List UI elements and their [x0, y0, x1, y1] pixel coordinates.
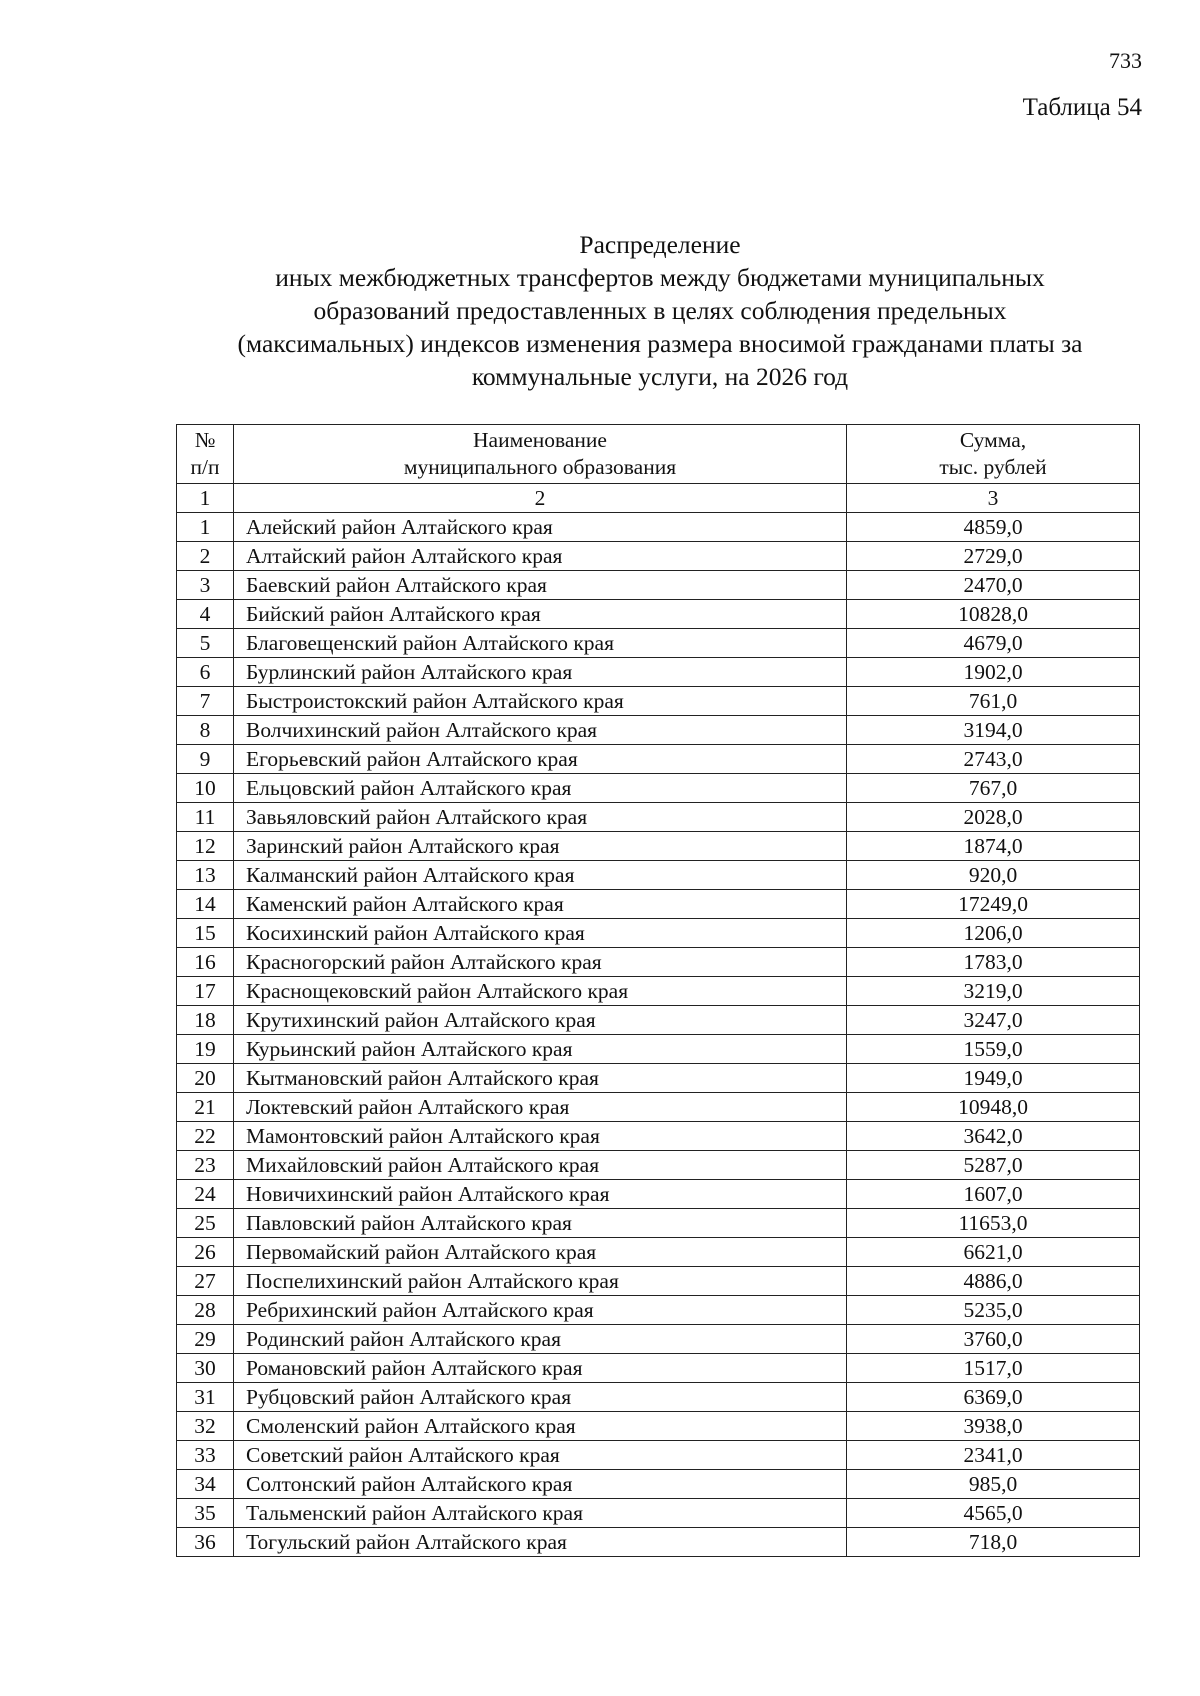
row-amount: 2470,0 — [847, 571, 1140, 600]
row-amount: 1783,0 — [847, 948, 1140, 977]
table-row — [177, 1267, 1140, 1296]
row-municipality-name: Бурлинский район Алтайского края — [234, 658, 847, 687]
row-amount: 3247,0 — [847, 1006, 1140, 1035]
row-amount: 10948,0 — [847, 1093, 1140, 1122]
row-amount: 3760,0 — [847, 1325, 1140, 1354]
table-row — [177, 716, 1140, 745]
row-number: 22 — [177, 1122, 234, 1151]
title-line: иных межбюджетных трансфертов между бюджетами муниципальных — [275, 263, 1045, 292]
row-number: 7 — [177, 687, 234, 716]
row-municipality-name: Завьяловский район Алтайского края — [234, 803, 847, 832]
row-municipality-name: Баевский район Алтайского края — [234, 571, 847, 600]
row-municipality-name: Кытмановский район Алтайского края — [234, 1064, 847, 1093]
row-number: 25 — [177, 1209, 234, 1238]
table-row — [177, 1441, 1140, 1470]
row-municipality-name: Егорьевский район Алтайского края — [234, 745, 847, 774]
row-amount: 761,0 — [847, 687, 1140, 716]
row-amount: 920,0 — [847, 861, 1140, 890]
table-row — [177, 629, 1140, 658]
row-municipality-name: Каменский район Алтайского края — [234, 890, 847, 919]
row-number: 29 — [177, 1325, 234, 1354]
row-number: 15 — [177, 919, 234, 948]
column-index-cell: 1 — [177, 484, 234, 513]
row-number: 4 — [177, 600, 234, 629]
row-number: 17 — [177, 977, 234, 1006]
title-line: (максимальных) индексов изменения размера вносимой гражданами платы за — [237, 329, 1083, 358]
table-row — [177, 1470, 1140, 1499]
table-row — [177, 861, 1140, 890]
row-municipality-name: Крутихинский район Алтайского края — [234, 1006, 847, 1035]
table-row — [177, 687, 1140, 716]
table-row — [177, 1296, 1140, 1325]
header-num-line2: п/п — [190, 455, 220, 479]
table-row — [177, 571, 1140, 600]
row-number: 19 — [177, 1035, 234, 1064]
row-municipality-name: Солтонский район Алтайского края — [234, 1470, 847, 1499]
row-municipality-name: Тальменский район Алтайского края — [234, 1499, 847, 1528]
row-amount: 6369,0 — [847, 1383, 1140, 1412]
row-number: 24 — [177, 1180, 234, 1209]
row-municipality-name: Калманский район Алтайского края — [234, 861, 847, 890]
row-amount: 5287,0 — [847, 1151, 1140, 1180]
row-number: 18 — [177, 1006, 234, 1035]
table-row — [177, 513, 1140, 542]
row-municipality-name: Рубцовский район Алтайского края — [234, 1383, 847, 1412]
table-label: Таблица 54 — [1022, 94, 1142, 121]
transfers-table — [176, 424, 1140, 1557]
row-number: 12 — [177, 832, 234, 861]
row-municipality-name: Краснощековский район Алтайского края — [234, 977, 847, 1006]
table-row — [177, 1035, 1140, 1064]
title-line: образований предоставленных в целях соблюдения предельных — [313, 296, 1007, 325]
row-number: 32 — [177, 1412, 234, 1441]
column-index-row — [177, 484, 1140, 513]
row-number: 9 — [177, 745, 234, 774]
row-amount: 4886,0 — [847, 1267, 1140, 1296]
row-number: 11 — [177, 803, 234, 832]
row-municipality-name: Тогульский район Алтайского края — [234, 1528, 847, 1557]
row-number: 13 — [177, 861, 234, 890]
row-municipality-name: Заринский район Алтайского края — [234, 832, 847, 861]
row-municipality-name: Красногорский район Алтайского края — [234, 948, 847, 977]
row-amount: 10828,0 — [847, 600, 1140, 629]
row-amount: 767,0 — [847, 774, 1140, 803]
table-row — [177, 774, 1140, 803]
table-row — [177, 1412, 1140, 1441]
row-amount: 3194,0 — [847, 716, 1140, 745]
row-amount: 1874,0 — [847, 832, 1140, 861]
row-municipality-name: Бийский район Алтайского края — [234, 600, 847, 629]
row-amount: 1949,0 — [847, 1064, 1140, 1093]
row-amount: 1902,0 — [847, 658, 1140, 687]
header-num — [177, 425, 234, 484]
row-municipality-name: Поспелихинский район Алтайского края — [234, 1267, 847, 1296]
table-row — [177, 542, 1140, 571]
row-amount: 6621,0 — [847, 1238, 1140, 1267]
title-line: Распределение — [579, 230, 741, 259]
row-number: 3 — [177, 571, 234, 600]
row-municipality-name: Локтевский район Алтайского края — [234, 1093, 847, 1122]
row-amount: 2729,0 — [847, 542, 1140, 571]
row-amount: 985,0 — [847, 1470, 1140, 1499]
row-amount: 3642,0 — [847, 1122, 1140, 1151]
header-name-line1: Наименование — [473, 428, 607, 452]
row-amount: 1607,0 — [847, 1180, 1140, 1209]
row-amount: 3219,0 — [847, 977, 1140, 1006]
table-row — [177, 948, 1140, 977]
table-row — [177, 919, 1140, 948]
row-number: 21 — [177, 1093, 234, 1122]
row-number: 10 — [177, 774, 234, 803]
header-num-line1: № — [194, 428, 216, 452]
table-row — [177, 1354, 1140, 1383]
table-row — [177, 832, 1140, 861]
row-number: 14 — [177, 890, 234, 919]
table-row — [177, 1499, 1140, 1528]
row-municipality-name: Курьинский район Алтайского края — [234, 1035, 847, 1064]
row-number: 26 — [177, 1238, 234, 1267]
row-municipality-name: Мамонтовский район Алтайского края — [234, 1122, 847, 1151]
row-amount: 1559,0 — [847, 1035, 1140, 1064]
row-municipality-name: Советский район Алтайского края — [234, 1441, 847, 1470]
table-body — [177, 425, 1140, 1557]
row-amount: 17249,0 — [847, 890, 1140, 919]
title-line: коммунальные услуги, на 2026 год — [471, 362, 849, 391]
table-row — [177, 658, 1140, 687]
row-amount: 5235,0 — [847, 1296, 1140, 1325]
row-municipality-name: Новичихинский район Алтайского края — [234, 1180, 847, 1209]
table-row — [177, 977, 1140, 1006]
row-amount: 2028,0 — [847, 803, 1140, 832]
column-index-cell: 3 — [847, 484, 1140, 513]
row-municipality-name: Волчихинский район Алтайского края — [234, 716, 847, 745]
row-number: 16 — [177, 948, 234, 977]
row-number: 33 — [177, 1441, 234, 1470]
row-amount: 2743,0 — [847, 745, 1140, 774]
table-row — [177, 1528, 1140, 1557]
row-amount: 4679,0 — [847, 629, 1140, 658]
row-amount: 718,0 — [847, 1528, 1140, 1557]
page-number: 733 — [1109, 48, 1142, 73]
table-row — [177, 803, 1140, 832]
row-number: 28 — [177, 1296, 234, 1325]
row-municipality-name: Михайловский район Алтайского края — [234, 1151, 847, 1180]
row-municipality-name: Романовский район Алтайского края — [234, 1354, 847, 1383]
row-municipality-name: Алтайский район Алтайского края — [234, 542, 847, 571]
header-sum-line2: тыс. рублей — [939, 455, 1047, 479]
row-amount: 4859,0 — [847, 513, 1140, 542]
document-title — [180, 228, 1140, 393]
row-municipality-name: Ельцовский район Алтайского края — [234, 774, 847, 803]
table-row — [177, 1122, 1140, 1151]
table-row — [177, 1006, 1140, 1035]
row-number: 36 — [177, 1528, 234, 1557]
table-row — [177, 1093, 1140, 1122]
row-number: 31 — [177, 1383, 234, 1412]
row-municipality-name: Косихинский район Алтайского края — [234, 919, 847, 948]
table-row — [177, 1238, 1140, 1267]
row-number: 27 — [177, 1267, 234, 1296]
header-sum — [847, 425, 1140, 484]
table-row — [177, 1383, 1140, 1412]
row-number: 20 — [177, 1064, 234, 1093]
row-municipality-name: Павловский район Алтайского края — [234, 1209, 847, 1238]
table-row — [177, 890, 1140, 919]
row-municipality-name: Смоленский район Алтайского края — [234, 1412, 847, 1441]
row-number: 23 — [177, 1151, 234, 1180]
row-amount: 1517,0 — [847, 1354, 1140, 1383]
row-number: 2 — [177, 542, 234, 571]
row-municipality-name: Быстроистокский район Алтайского края — [234, 687, 847, 716]
table-row — [177, 1209, 1140, 1238]
header-name — [234, 425, 847, 484]
row-number: 34 — [177, 1470, 234, 1499]
row-number: 5 — [177, 629, 234, 658]
row-number: 35 — [177, 1499, 234, 1528]
column-index-cell: 2 — [234, 484, 847, 513]
table-row — [177, 1151, 1140, 1180]
row-municipality-name: Родинский район Алтайского края — [234, 1325, 847, 1354]
row-number: 6 — [177, 658, 234, 687]
row-municipality-name: Благовещенский район Алтайского края — [234, 629, 847, 658]
table-row — [177, 1064, 1140, 1093]
table-row — [177, 1180, 1140, 1209]
table-row — [177, 600, 1140, 629]
header-sum-line1: Сумма, — [959, 428, 1027, 452]
row-amount: 2341,0 — [847, 1441, 1140, 1470]
row-amount: 3938,0 — [847, 1412, 1140, 1441]
table-row — [177, 1325, 1140, 1354]
row-municipality-name: Первомайский район Алтайского края — [234, 1238, 847, 1267]
row-number: 30 — [177, 1354, 234, 1383]
header-name-line2: муниципального образования — [403, 455, 677, 479]
row-municipality-name: Алейский район Алтайского края — [234, 513, 847, 542]
table-row — [177, 745, 1140, 774]
table-header-row — [177, 425, 1140, 484]
row-number: 1 — [177, 513, 234, 542]
row-amount: 4565,0 — [847, 1499, 1140, 1528]
row-municipality-name: Ребрихинский район Алтайского края — [234, 1296, 847, 1325]
row-amount: 1206,0 — [847, 919, 1140, 948]
row-number: 8 — [177, 716, 234, 745]
row-amount: 11653,0 — [847, 1209, 1140, 1238]
